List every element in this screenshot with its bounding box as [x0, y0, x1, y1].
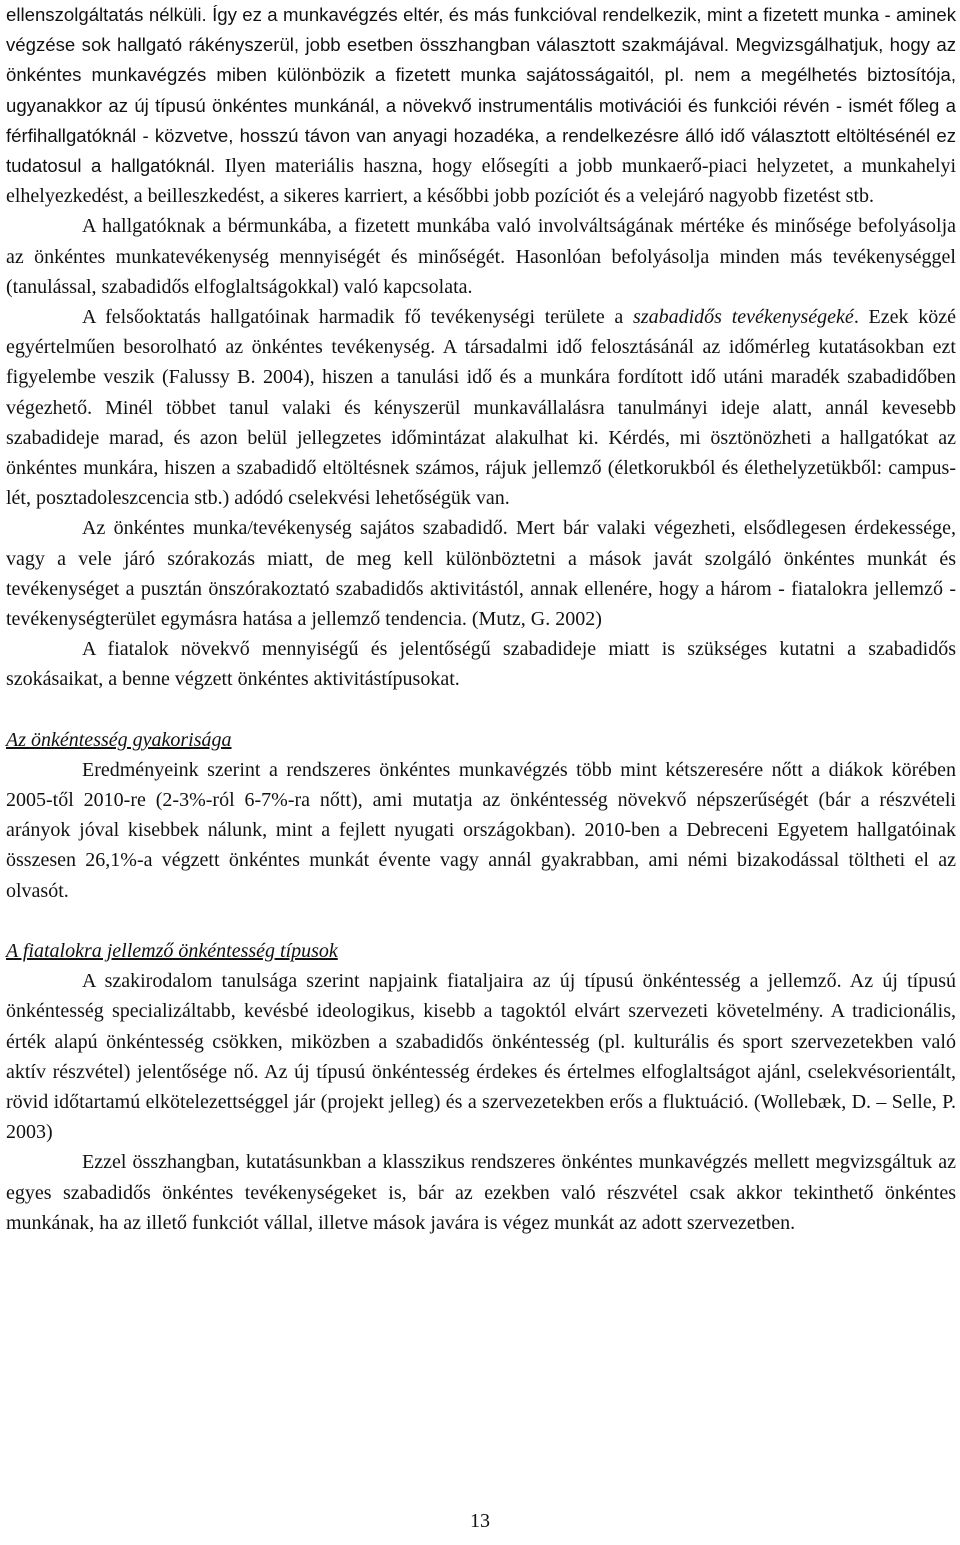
- paragraph-text: . Ezek közé egyértelműen besorolható az önkéntes tevékenység. A társadalmi idő felosztásánál az időmérleg kutatásokban ezt figyelembe veszik (Falussy B. 2004), hiszen a tanulási idő és a munkára fordított idő utáni maradék szabadidőben végezhető. Minél többet tanul valaki és kényszerül munkavállalásra tanulmányi ideje alatt, annál kevesebb szabadideje marad, és azon belül jellegzetes időmintázat alakulhat ki. Kérdés, mi ösztönözheti a hallgatókat az önkéntes munkára, hiszen a szabadidő eltöltésnek számos, rájuk jellemző (életkorukból és élethelyzetükből: campus-lét, posztadoleszcencia stb.) adódó cselekvési lehetőségük van.: [6, 306, 957, 510]
- paragraph: A fiatalok növekvő mennyiségű és jelentőségű szabadideje miatt is szükséges kutatni a szabadidős szokásaikat, a benne végzett önkéntes aktivitástípusokat.: [6, 638, 956, 691]
- document-page: [6, 0, 956, 1238]
- paragraph-text-sans: ellenszolgáltatás nélküli. Így ez a munkavégzés eltér, és más funkcióval rendelkezik, mint a fizetett munka - aminek végzése sok hallgató rákényszerül, jobb esetben összhangban választott szakmájával. Megvizsgálhatjuk, hogy az önkéntes munkavégzés miben különbözik a fizetett munka sajátosságaitól, pl. nem a megélhetés biztosítója, ugyanakkor az új típusú önkéntes munkánál, a növekvő instrumentális motivációi és funkciói révén - ismét főleg a férfihallgatóknál - közvetve, hosszú távon van anyagi hozadéka, a rendelkezésre álló idő választott eltöltésénél ez tudatosul a hallgatóknál.: [6, 4, 956, 177]
- section-heading: A fiatalokra jellemző önkéntesség típusok: [6, 939, 338, 962]
- paragraph: Az önkéntes munka/tevékenység sajátos szabadidő. Mert bár valaki végezheti, elsődlegesen érdekessége, vagy a vele járó szórakozás miatt, de meg kell különböztetni a mások javát szolgáló önkéntes munkát és tevékenységet a pusztán önszórakoztató szabadidős aktivitástól, annak ellenére, hogy a három - fiatalokra jellemző - tevékenységterület egymásra hatása a jellemző tendencia. (Mutz, G. 2002): [6, 517, 956, 631]
- spacer: [6, 695, 956, 725]
- paragraph-text: A felsőoktatás hallgatóinak harmadik fő tevékenységi területe a: [82, 306, 634, 329]
- paragraph-text-serif: Ilyen materiális haszna, hogy elősegíti a jobb munkaerő-piaci helyzetet, a munkahelyi elhelyezkedést, a beilleszkedést, a sikeres karriert, a későbbi jobb pozíciót és a velejáró nagyobb fizetést stb.: [6, 155, 957, 208]
- paragraph: [6, 302, 956, 513]
- paragraph: A hallgatóknak a bérmunkába, a fizetett munkába való involváltságának mértéke és minősége befolyásolja az önkéntes munkatevékenység mennyiségét és minőségét. Hasonlóan befolyásolja minden más tevékenységgel (tanulással, szabadidős elfoglaltságokkal) való kapcsolata.: [6, 215, 956, 298]
- emphasis-text: szabadidős tevékenységeké: [633, 306, 854, 329]
- paragraph: Ezzel összhangban, kutatásunkban a klasszikus rendszeres önkéntes munkavégzés mellett megvizsgáltuk az egyes szabadidős önkéntes tevékenységeket is, bár az ezekben való részvétel csak akkor tekinthető önkéntes munkának, ha az illető funkciót vállal, illetve mások javára is végez munkát az adott szervezetben.: [6, 1151, 956, 1234]
- paragraph-continuation: [6, 0, 956, 211]
- paragraph: A szakirodalom tanulsága szerint napjaink fiataljaira az új típusú önkéntesség a jellemző. Az új típusú önkéntesség specializáltabb, kevésbé ideologikus, kisebb a tagoktól elvárt szervezeti követelmény. A tradicionális, érték alapú önkéntesség csökken, miközben a szabadidős önkéntesség (pl. kulturális és sport szervezetekben való aktív részvétel) jelentősége nő. Az új típusú önkéntesség érdekes és értelmes elfoglaltságot ajánl, cselekvésorientált, rövid időtartamú elkötelezettséggel jár (projekt jelleg) és a szervezetekben erős a fluktuáció. (Wollebæk, D. – Selle, P. 2003): [6, 970, 956, 1144]
- section-heading: Az önkéntesség gyakorisága: [6, 728, 232, 751]
- spacer: [6, 906, 956, 936]
- paragraph: Eredményeink szerint a rendszeres önkéntes munkavégzés több mint kétszeresére nőtt a diákok körében 2005-től 2010-re (2-3%-ról 6-7%-ra nőtt), ami mutatja az önkéntesség növekvő népszerűségét (bár a részvételi arányok jóval kisebbek nálunk, mint a fejlett nyugati országokban). 2010-ben a Debreceni Egyetem hallgatóinak összesen 26,1%-a végzett önkéntes munkát évente vagy annál gyakrabban, ami némi bizakodással töltheti el az olvasót.: [6, 758, 956, 902]
- page-number: 13: [470, 1510, 490, 1532]
